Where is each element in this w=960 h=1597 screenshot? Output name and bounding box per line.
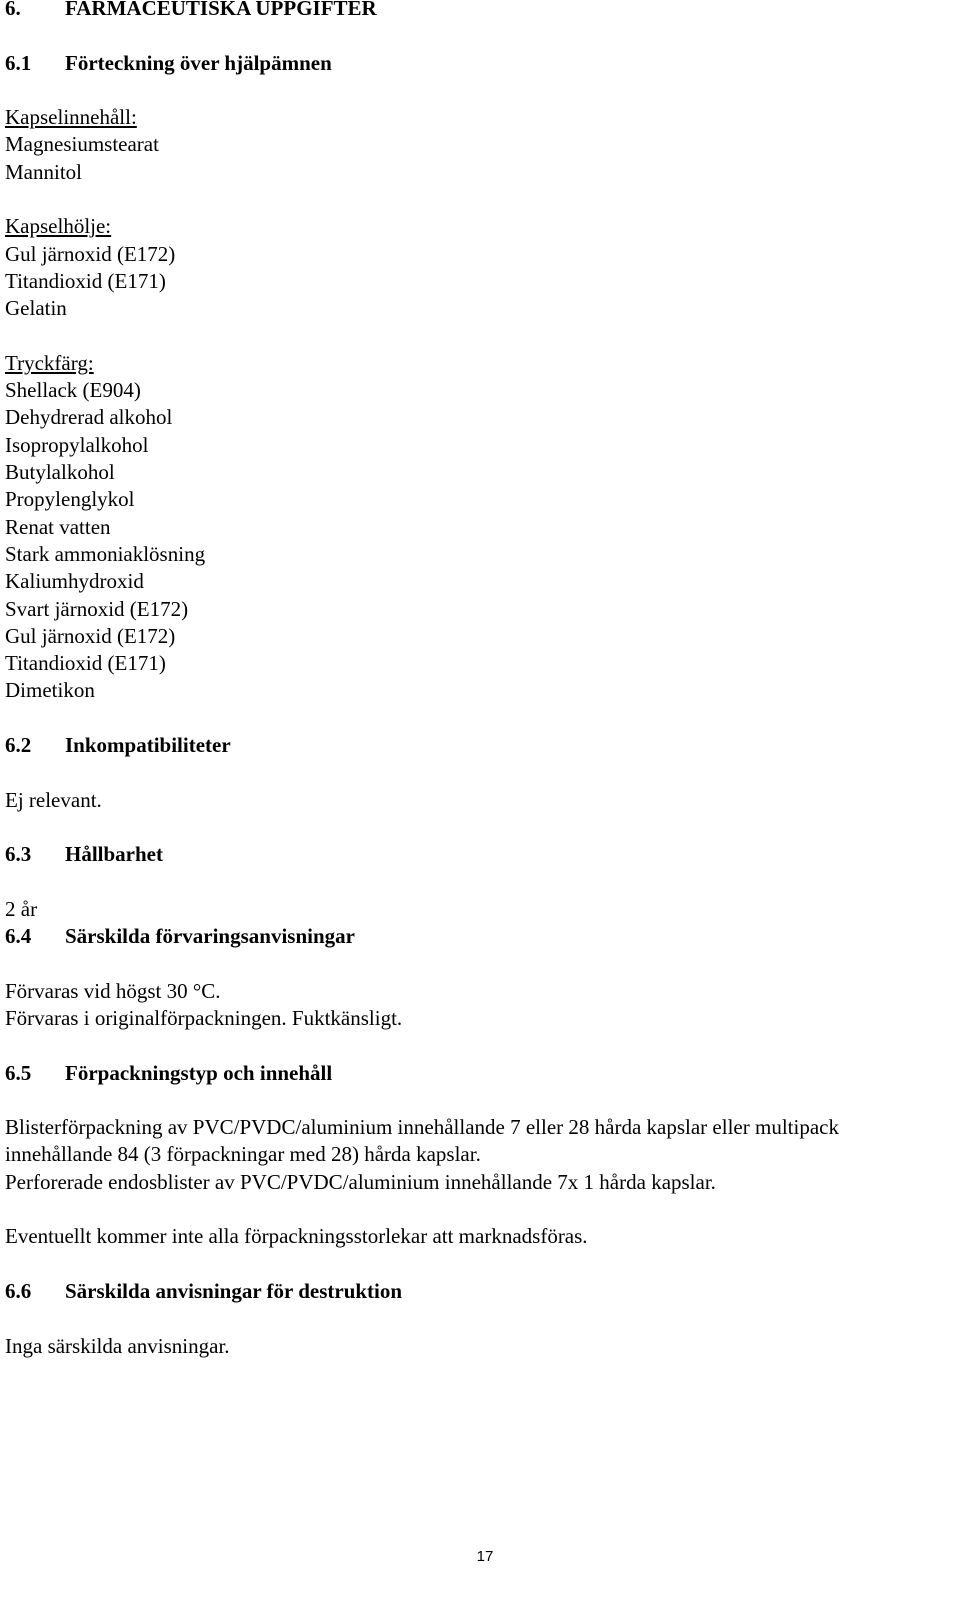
page-number: 17 [476, 1548, 494, 1565]
list-item: Kaliumhydroxid [5, 569, 144, 594]
storage-line: Förvaras vid högst 30 °C. [5, 978, 221, 1003]
list-item: Svart järnoxid (E172) [5, 596, 189, 621]
section-6-6-heading [5, 1278, 955, 1305]
package-line: innehållande 84 (3 förpackningar med 28) hårda kapslar. [5, 1142, 481, 1167]
section-number: 6.5 [5, 1060, 32, 1085]
package-text [5, 1114, 955, 1196]
list-item: Titandioxid (E171) [5, 651, 166, 676]
section-title: Särskilda förvaringsanvisningar [65, 924, 355, 949]
section-number: 6.3 [5, 842, 32, 867]
list-item: Stark ammoniaklösning [5, 541, 206, 566]
capsule-content-list [5, 104, 955, 186]
section-number: 6.2 [5, 733, 32, 758]
list-item: Dimetikon [5, 678, 95, 703]
storage-line: Förvaras i originalförpackningen. Fuktkänsligt. [5, 1005, 403, 1030]
list-item: Titandioxid (E171) [5, 268, 166, 293]
list-item: Renat vatten [5, 514, 111, 539]
capsule-shell-label: Kapselhölje: [5, 214, 112, 239]
storage-text [5, 978, 955, 1033]
list-item: Butylalkohol [5, 460, 115, 485]
document-content [5, 0, 955, 1360]
list-item: Gul järnoxid (E172) [5, 241, 176, 266]
section-title: Inkompatibiliteter [65, 733, 231, 758]
package-line: Blisterförpackning av PVC/PVDC/aluminium innehållande 7 eller 28 hårda kapslar eller multipack [5, 1115, 839, 1140]
list-item: Gul järnoxid (E172) [5, 623, 176, 648]
section-6-4-heading [5, 923, 955, 950]
list-item: Magnesiumstearat [5, 132, 159, 157]
incompatibilities-text: Ej relevant. [5, 787, 102, 812]
section-number: 6.6 [5, 1278, 32, 1303]
section-title: Förpackningstyp och innehåll [65, 1060, 333, 1085]
list-item: Propylenglykol [5, 487, 135, 512]
section-6-5-heading [5, 1060, 955, 1087]
package-note: Eventuellt kommer inte alla förpackningsstorlekar att marknadsföras. [5, 1224, 588, 1249]
section-number: 6.4 [5, 924, 32, 949]
section-number: 6.1 [5, 50, 32, 75]
section-6-3-heading [5, 841, 955, 868]
section-6-2-heading [5, 732, 955, 759]
list-item: Gelatin [5, 296, 67, 321]
printing-ink-label: Tryckfärg: [5, 350, 94, 375]
package-line: Perforerade endosblister av PVC/PVDC/aluminium innehållande 7x 1 hårda kapslar. [5, 1169, 716, 1194]
section-title: Hållbarhet [65, 842, 163, 867]
list-item: Dehydrerad alkohol [5, 405, 173, 430]
section-number: 6. [5, 0, 21, 20]
section-title: Särskilda anvisningar för destruktion [65, 1278, 403, 1303]
capsule-content-label: Kapselinnehåll: [5, 105, 137, 130]
capsule-shell-list [5, 213, 955, 322]
list-item: Isopropylalkohol [5, 432, 149, 457]
disposal-text: Inga särskilda anvisningar. [5, 1333, 230, 1358]
shelf-life-text: 2 år [5, 896, 38, 921]
list-item: Shellack (E904) [5, 378, 141, 403]
section-6-heading [5, 0, 955, 22]
section-title: FARMACEUTISKA UPPGIFTER [65, 0, 377, 20]
list-item: Mannitol [5, 159, 82, 184]
section-6-1-heading [5, 50, 955, 77]
section-title: Förteckning över hjälpämnen [65, 50, 332, 75]
printing-ink-list [5, 350, 955, 705]
